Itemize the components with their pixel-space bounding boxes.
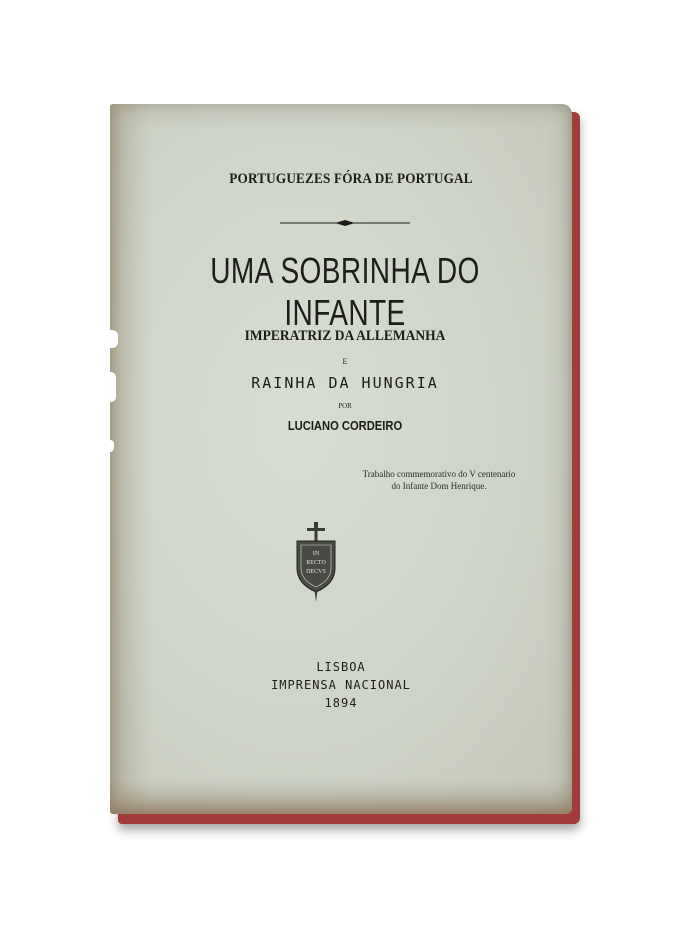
- book-cover: [110, 104, 572, 814]
- subtitle-line-1: IMPERATRIZ DA ALLEMANHA: [244, 328, 446, 344]
- emblem-motto-2: RECTO: [306, 560, 326, 566]
- emblem-motto-3: DECVS: [306, 569, 326, 575]
- commemorative-note: [344, 468, 534, 492]
- cover-tear: [108, 440, 114, 452]
- book-title: UMA SOBRINHA DO INFANTE: [210, 250, 480, 333]
- diamond-rule-icon: [280, 220, 410, 226]
- by-label: POR: [338, 402, 352, 410]
- sword-shield-emblem-icon: [293, 522, 339, 602]
- cover-tear: [108, 372, 116, 402]
- emblem-motto-1: IN: [312, 551, 320, 557]
- cover-tear: [108, 330, 118, 348]
- conjunction: E: [342, 357, 348, 366]
- note-line-1: Trabalho commemorativo do V centenario: [362, 469, 516, 479]
- series-title: PORTUGUEZES FÓRA DE PORTUGAL: [229, 171, 473, 187]
- author-name: LUCIANO CORDEIRO: [287, 418, 403, 433]
- imprint-year: 1894: [324, 696, 358, 710]
- subtitle-line-2: RAINHA DA HUNGRIA: [251, 374, 439, 392]
- imprint-place: LISBOA: [316, 660, 366, 674]
- note-line-2: do Infante Dom Henrique.: [391, 481, 487, 491]
- imprint-publisher: IMPRENSA NACIONAL: [271, 678, 411, 692]
